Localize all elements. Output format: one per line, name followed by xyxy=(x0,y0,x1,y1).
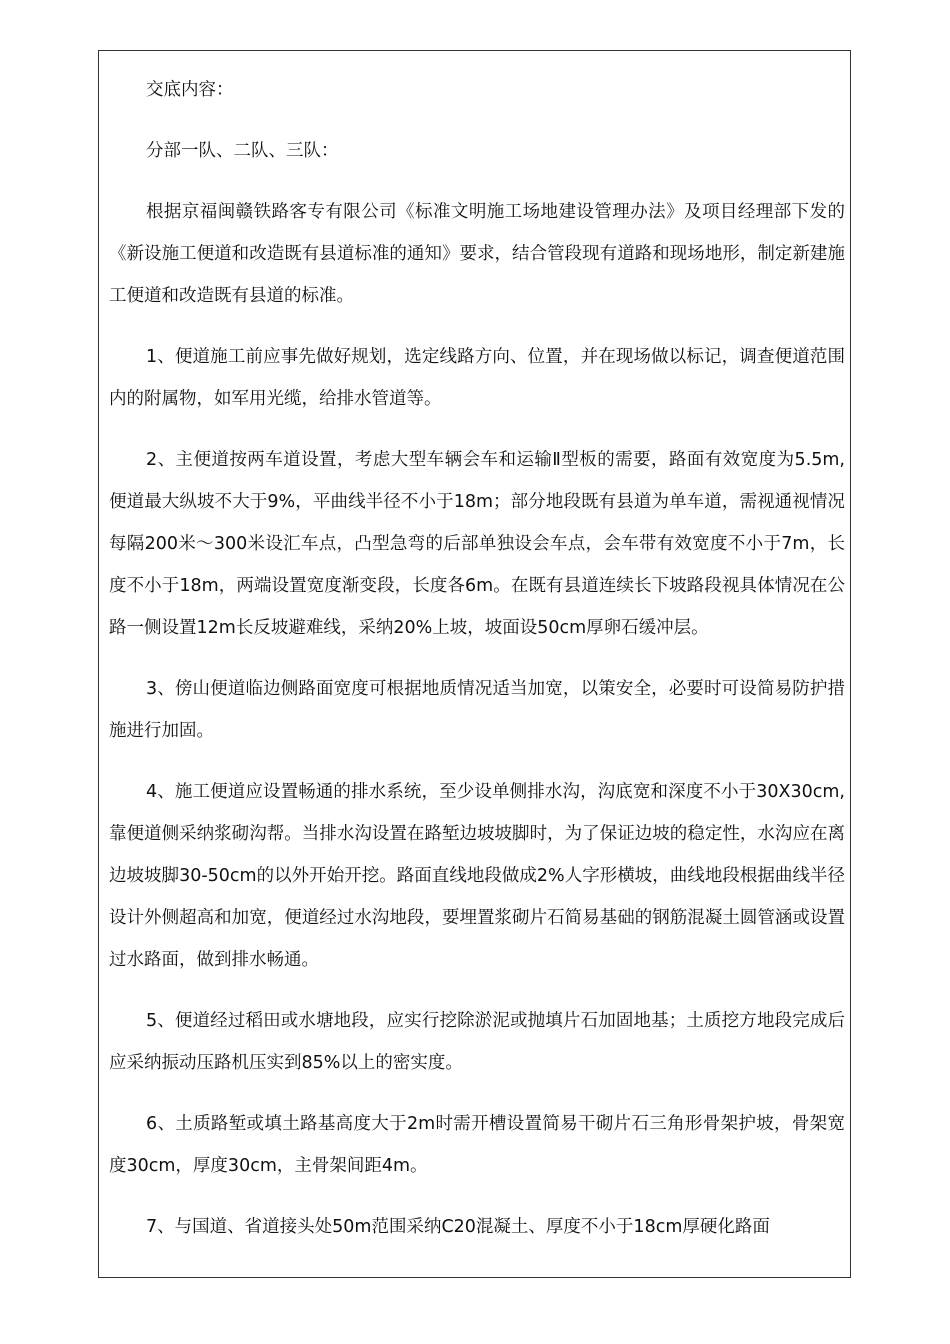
item-6-paragraph: 6、土质路堑或填土路基高度大于2m时需开槽设置简易干砌片石三角形骨架护坡，骨架宽度30cm，厚度30cm，主骨架间距4m。 xyxy=(109,1114,845,1176)
item-7-paragraph: 7、与国道、省道接头处50m范围采纳C20混凝土、厚度不小于18cm厚硬化路面 xyxy=(146,1217,770,1237)
item-5-paragraph: 5、便道经过稻田或水塘地段，应实行挖除淤泥或抛填片石加固地基；土质挖方地段完成后应采纳振动压路机压实到85%以上的密实度。 xyxy=(109,1011,845,1073)
item-2-paragraph: 2、主便道按两车道设置，考虑大型车辆会车和运输Ⅱ型板的需要，路面有效宽度为5.5m,便道最大纵坡不大于9%，平曲线半径不小于18m；部分地段既有县道为单车道，需视通视情况每隔200米～300米设汇车点，凸型急弯的后部单独设会车点，会车带有效宽度不小于7m，长度不小于18m，两端设置宽度渐变段，长度各6m。在既有县道连续长下坡路段视具体情况在公路一侧设置12m长反坡避难线，采纳20%上坡，坡面设50cm厚卵石缓冲层。 xyxy=(109,450,845,638)
item-1-paragraph: 1、便道施工前应事先做好规划，选定线路方向、位置，并在现场做以标记，调查便道范围内的附属物，如军用光缆，给排水管道等。 xyxy=(109,347,845,409)
recipients-line: 分部一队、二队、三队： xyxy=(146,141,339,161)
item-4-paragraph: 4、施工便道应设置畅通的排水系统，至少设单侧排水沟，沟底宽和深度不小于30X30cm, 靠便道侧采纳浆砌沟帮。当排水沟设置在路堑边坡坡脚时，为了保证边坡的稳定性，水沟应在离边坡坡脚30-50cm的以外开始开挖。路面直线地段做成2%人字形横坡，曲线地段根据曲线半径设计外侧超高和加宽，便道经过水沟地段，要埋置浆砌片石简易基础的钢筋混凝土圆管涵或设置过水路面，做到排水畅通。 xyxy=(109,782,845,970)
section-heading: 交底内容： xyxy=(146,80,234,100)
intro-paragraph: 根据京福闽赣铁路客专有限公司《标准文明施工场地建设管理办法》及项目经理部下发的《新设施工便道和改造既有县道标准的通知》要求，结合管段现有道路和现场地形，制定新建施工便道和改造既有县道的标准。 xyxy=(109,202,845,306)
item-3-paragraph: 3、傍山便道临边侧路面宽度可根据地质情况适当加宽，以策安全，必要时可设简易防护措施进行加固。 xyxy=(109,679,845,741)
document-frame xyxy=(98,50,851,1278)
document-body xyxy=(109,69,845,1267)
